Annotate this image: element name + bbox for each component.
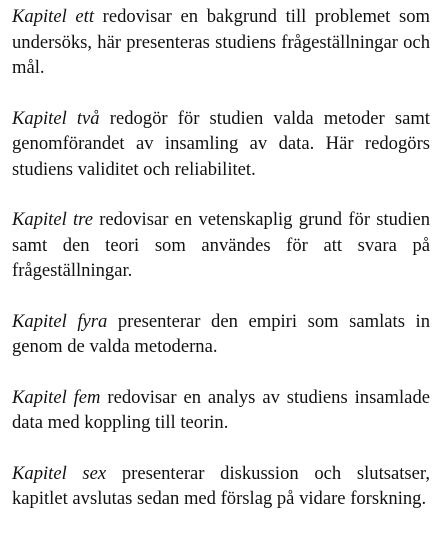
chapter-3-description: redovisar en vetenskaplig grund för studien samt den teori som användes för att svara på frågeställningar. bbox=[12, 209, 430, 281]
chapter-1-description: redovisar en bakgrund till problemet som undersöks, här presenteras studiens frågeställningar och mål. bbox=[12, 6, 430, 78]
chapter-1-paragraph bbox=[12, 4, 430, 81]
chapter-6-description: presenterar diskussion och slutsatser, kapitlet avslutas sedan med förslag på vidare forskning. bbox=[12, 462, 431, 509]
chapter-4-description: presenterar den empiri som samlats in genom de valda metoderna. bbox=[12, 310, 430, 357]
document-page bbox=[12, 4, 430, 512]
chapter-6-title: Kapitel sex bbox=[12, 462, 107, 484]
chapter-1-title: Kapitel ett bbox=[12, 6, 94, 27]
chapter-5-description: redovisar en analys av studiens insamlade data med koppling till teorin. bbox=[12, 386, 430, 433]
chapter-5-title: Kapitel fem bbox=[12, 386, 101, 408]
chapter-2-paragraph bbox=[12, 106, 430, 183]
chapter-5-paragraph bbox=[12, 385, 430, 436]
chapter-2-description: redogör för studien valda metoder samt genomförandet av insamling av data. Här redogörs studiens validitet och reliabilitet. bbox=[12, 107, 430, 180]
chapter-4-title: Kapitel fyra bbox=[12, 310, 108, 332]
chapter-6-paragraph bbox=[12, 461, 430, 512]
chapter-2-title: Kapitel två bbox=[12, 107, 100, 129]
chapter-3-title: Kapitel tre bbox=[12, 209, 93, 230]
chapter-3-paragraph bbox=[12, 207, 430, 284]
chapter-4-paragraph bbox=[12, 309, 430, 360]
